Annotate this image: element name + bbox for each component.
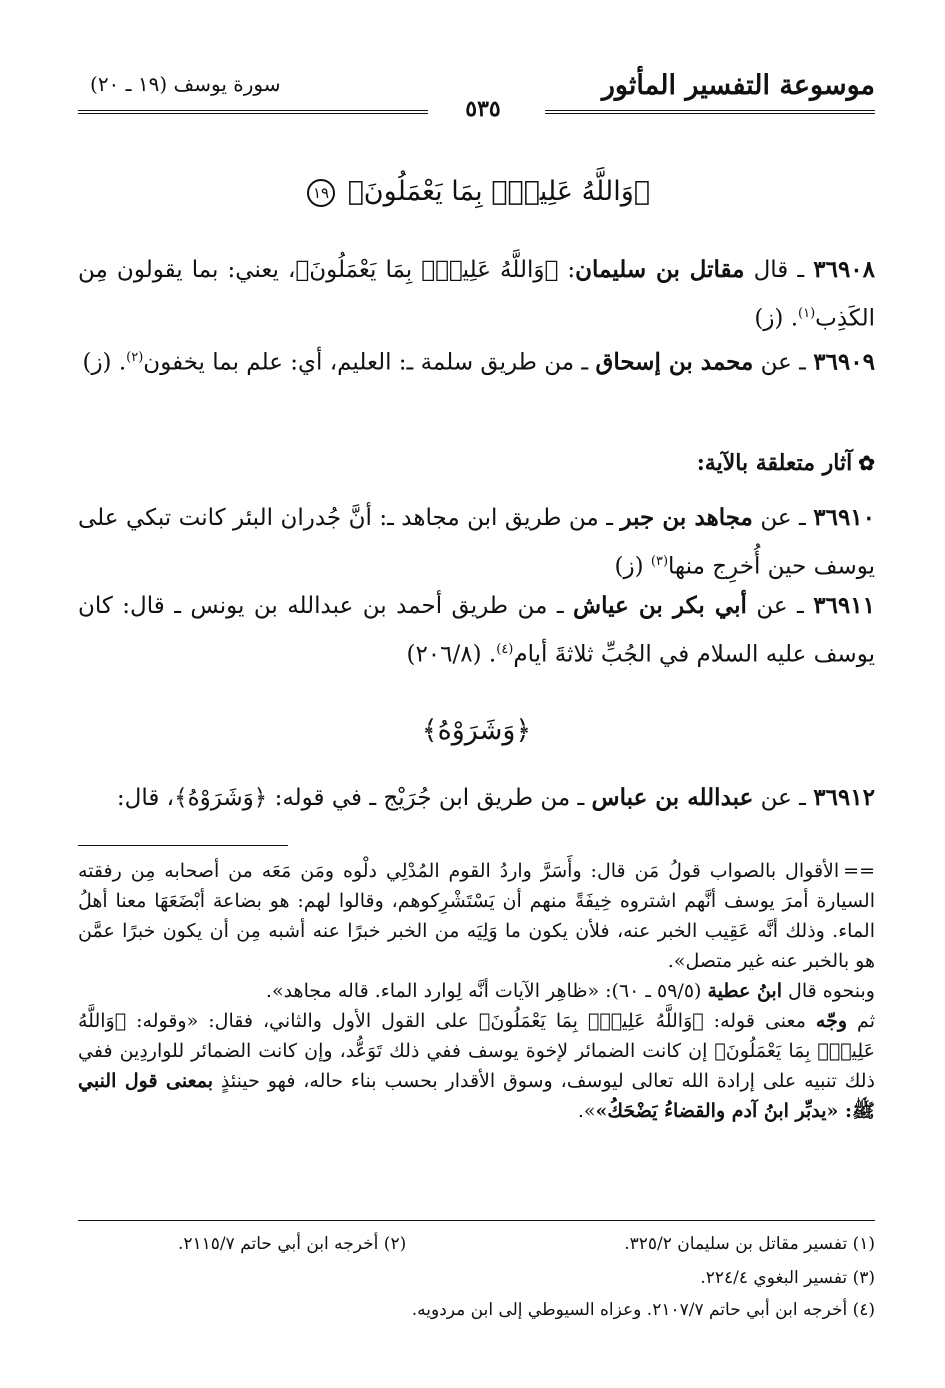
footnote-4: (٤) أخرجه ابن أبي حاتم ٢١٠٧/٧. وعزاه السيوطي إلى ابن مردويه. <box>411 1300 875 1320</box>
page-header <box>78 64 875 122</box>
hadith-quote: بمعنى قول النبي ﷺ: «يدبِّر ابنُ آدم والقضاءُ يَضْحَكُ» <box>78 1070 875 1122</box>
narration-number: ٣٦٩٠٨ <box>813 256 876 283</box>
narration-tail: . (ز) <box>82 349 127 376</box>
narrator-name: محمد بن إسحاق <box>595 348 754 376</box>
verse-text: ﴿وَشَرَوْهُ﴾ <box>421 715 532 746</box>
section-title <box>697 450 875 476</box>
commentary-paragraph <box>78 1006 875 1126</box>
narration-tail: . (٢٠٦/٨) <box>406 641 497 668</box>
footnote-ref: (٤) <box>496 642 514 657</box>
narration-lead: ـ عن <box>760 505 806 531</box>
commentary-bold: وجّه <box>815 1010 848 1032</box>
narration-36908 <box>78 248 875 341</box>
section-title-text: آثار متعلقة بالآية: <box>696 450 853 476</box>
narration-lead: ـ عن <box>756 593 804 619</box>
narration-lead: ـ عن <box>760 785 806 811</box>
commentary-text: وبنحوه قال <box>782 980 875 1002</box>
narration-lead: ـ قال <box>753 257 805 283</box>
commentary-text: معنى قوله: ﴿وَاللَّهُ عَلِيمٌۢ بِمَا يَعْمَلُونَ﴾ على القول الأول والثاني، فقال: «وقوله: ﴿وَاللَّهُ عَلِيمٌۢ بِمَا يَعْمَلُونَ﴾ إن كانت الضمائر لإخوة يوسف ففي ذلك تَوَعُّد، وإن كانت الضمائر للواردِين ففي ذلك تنبيه على إرادة الله تعالى ليوسف، وسوق الأقدار بحسب بناء حاله، فهو حينئذٍ <box>78 1010 875 1092</box>
narrator-name: أبي بكر بن عياش <box>573 592 747 619</box>
narration-36911 <box>78 584 875 677</box>
narration-lead: ـ عن <box>760 349 806 376</box>
continuation-marker: == <box>843 860 875 882</box>
commentary-text: الأقوال بالصواب قولُ مَن قال: وأَسَرَّ واردُ القوم المُدْلِي دلْوه ومَن مَعَه من أصحابه مِن رفقته السيارة أمرَ يوسف أنَّهم اشتروه خِيفَةً منهم أن يَسْتَشْرِكوهم، وقالوا لهم: هو بضاعة أبْضَعَهَا معنا أهلُ الماء. وذلك أنَّه عَقِيب الخبر عنه، فلأن يكون ما وَلِيَه من الخبر خبرًا عنه أشبه مِن أن يكون خبرًا عمَّن هو بالخبر عنه غير متصل». <box>78 860 875 972</box>
footnote-separator <box>78 1220 875 1221</box>
header-rule-left <box>78 110 428 114</box>
scholar-name: ابنُ عطية <box>707 980 782 1002</box>
narration-36912 <box>78 776 875 820</box>
narration-body: ـ من طريق ابن مجاهد ـ: أنَّ جُدران البئر كانت تبكي على يوسف حين أُخرِج منها <box>78 505 875 580</box>
verse-heading <box>78 715 875 746</box>
narration-number: ٣٦٩١٢ <box>813 784 875 811</box>
commentary-continuation <box>78 856 875 1126</box>
narration-body: : ﴿وَاللَّهُ عَلِيمٌۢ بِمَا يَعْمَلُونَ﴾، يعني: بما يقولون مِن الكَذِب <box>78 257 875 332</box>
commentary-text: ». <box>577 1100 596 1122</box>
commentary-separator <box>78 845 288 846</box>
footnote-3: (٣) تفسير البغوي ٢٢٤/٤. <box>700 1268 875 1288</box>
commentary-paragraph <box>78 976 875 1006</box>
footnote-ref: (٣) <box>650 554 669 569</box>
narrator-name: عبدالله بن عباس <box>591 784 754 811</box>
narrator-name: مقاتل بن سليمان <box>575 256 745 283</box>
page-number: ٥٣٥ <box>438 96 528 122</box>
narration-number: ٣٦٩٠٩ <box>813 348 875 376</box>
header-rule-right <box>545 110 875 114</box>
ayah-number: ١٩ <box>307 179 335 207</box>
narration-body: ـ من طريق ابن جُرَيْج ـ في قوله: ﴿وَشَرَوْهُ﴾، قال: <box>116 785 585 811</box>
narration-body: ـ من طريق سلمة ـ: العليم، أي: علم بما يخفون <box>143 349 589 376</box>
footnote-ref: (١) <box>798 306 816 321</box>
book-title: موسوعة التفسير المأثور <box>601 70 875 101</box>
narration-number: ٣٦٩١١ <box>813 592 875 619</box>
flower-ornament-icon: ✿ <box>858 451 875 475</box>
narration-tail: . (ز) <box>754 305 799 332</box>
footnote-1: (١) تفسير مقاتل بن سليمان ٣٢٥/٢. <box>624 1234 875 1254</box>
narration-body: ـ من طريق أحمد بن عبدالله بن يونس ـ قال: كان يوسف عليه السلام في الجُبِّ ثلاثةَ أيام <box>78 593 875 668</box>
commentary-paragraph <box>78 856 875 976</box>
commentary-text: (٥٩/٥ ـ ٦٠): «ظاهِر الآيات أنَّه لِوارد الماء. قاله مجاهد». <box>265 980 708 1002</box>
surah-range: سورة يوسف (١٩ ـ ٢٠) <box>90 72 281 96</box>
footnote-2: (٢) أخرجه ابن أبي حاتم ٢١١٥/٧. <box>178 1234 407 1254</box>
verse-text: ﴿وَاللَّهُ عَلِيمٌۢ بِمَا يَعْمَلُونَ﴾ <box>347 176 650 207</box>
narrator-name: مجاهد بن جبر <box>620 504 753 531</box>
narration-tail: (ز) <box>614 553 651 580</box>
commentary-text: ثم <box>847 1010 875 1032</box>
footnote-ref: (٢) <box>126 350 144 365</box>
book-page <box>78 0 875 1388</box>
narration-36910 <box>78 496 875 589</box>
verse-heading <box>78 176 875 207</box>
narration-number: ٣٦٩١٠ <box>813 504 876 531</box>
narration-36909 <box>78 336 875 385</box>
